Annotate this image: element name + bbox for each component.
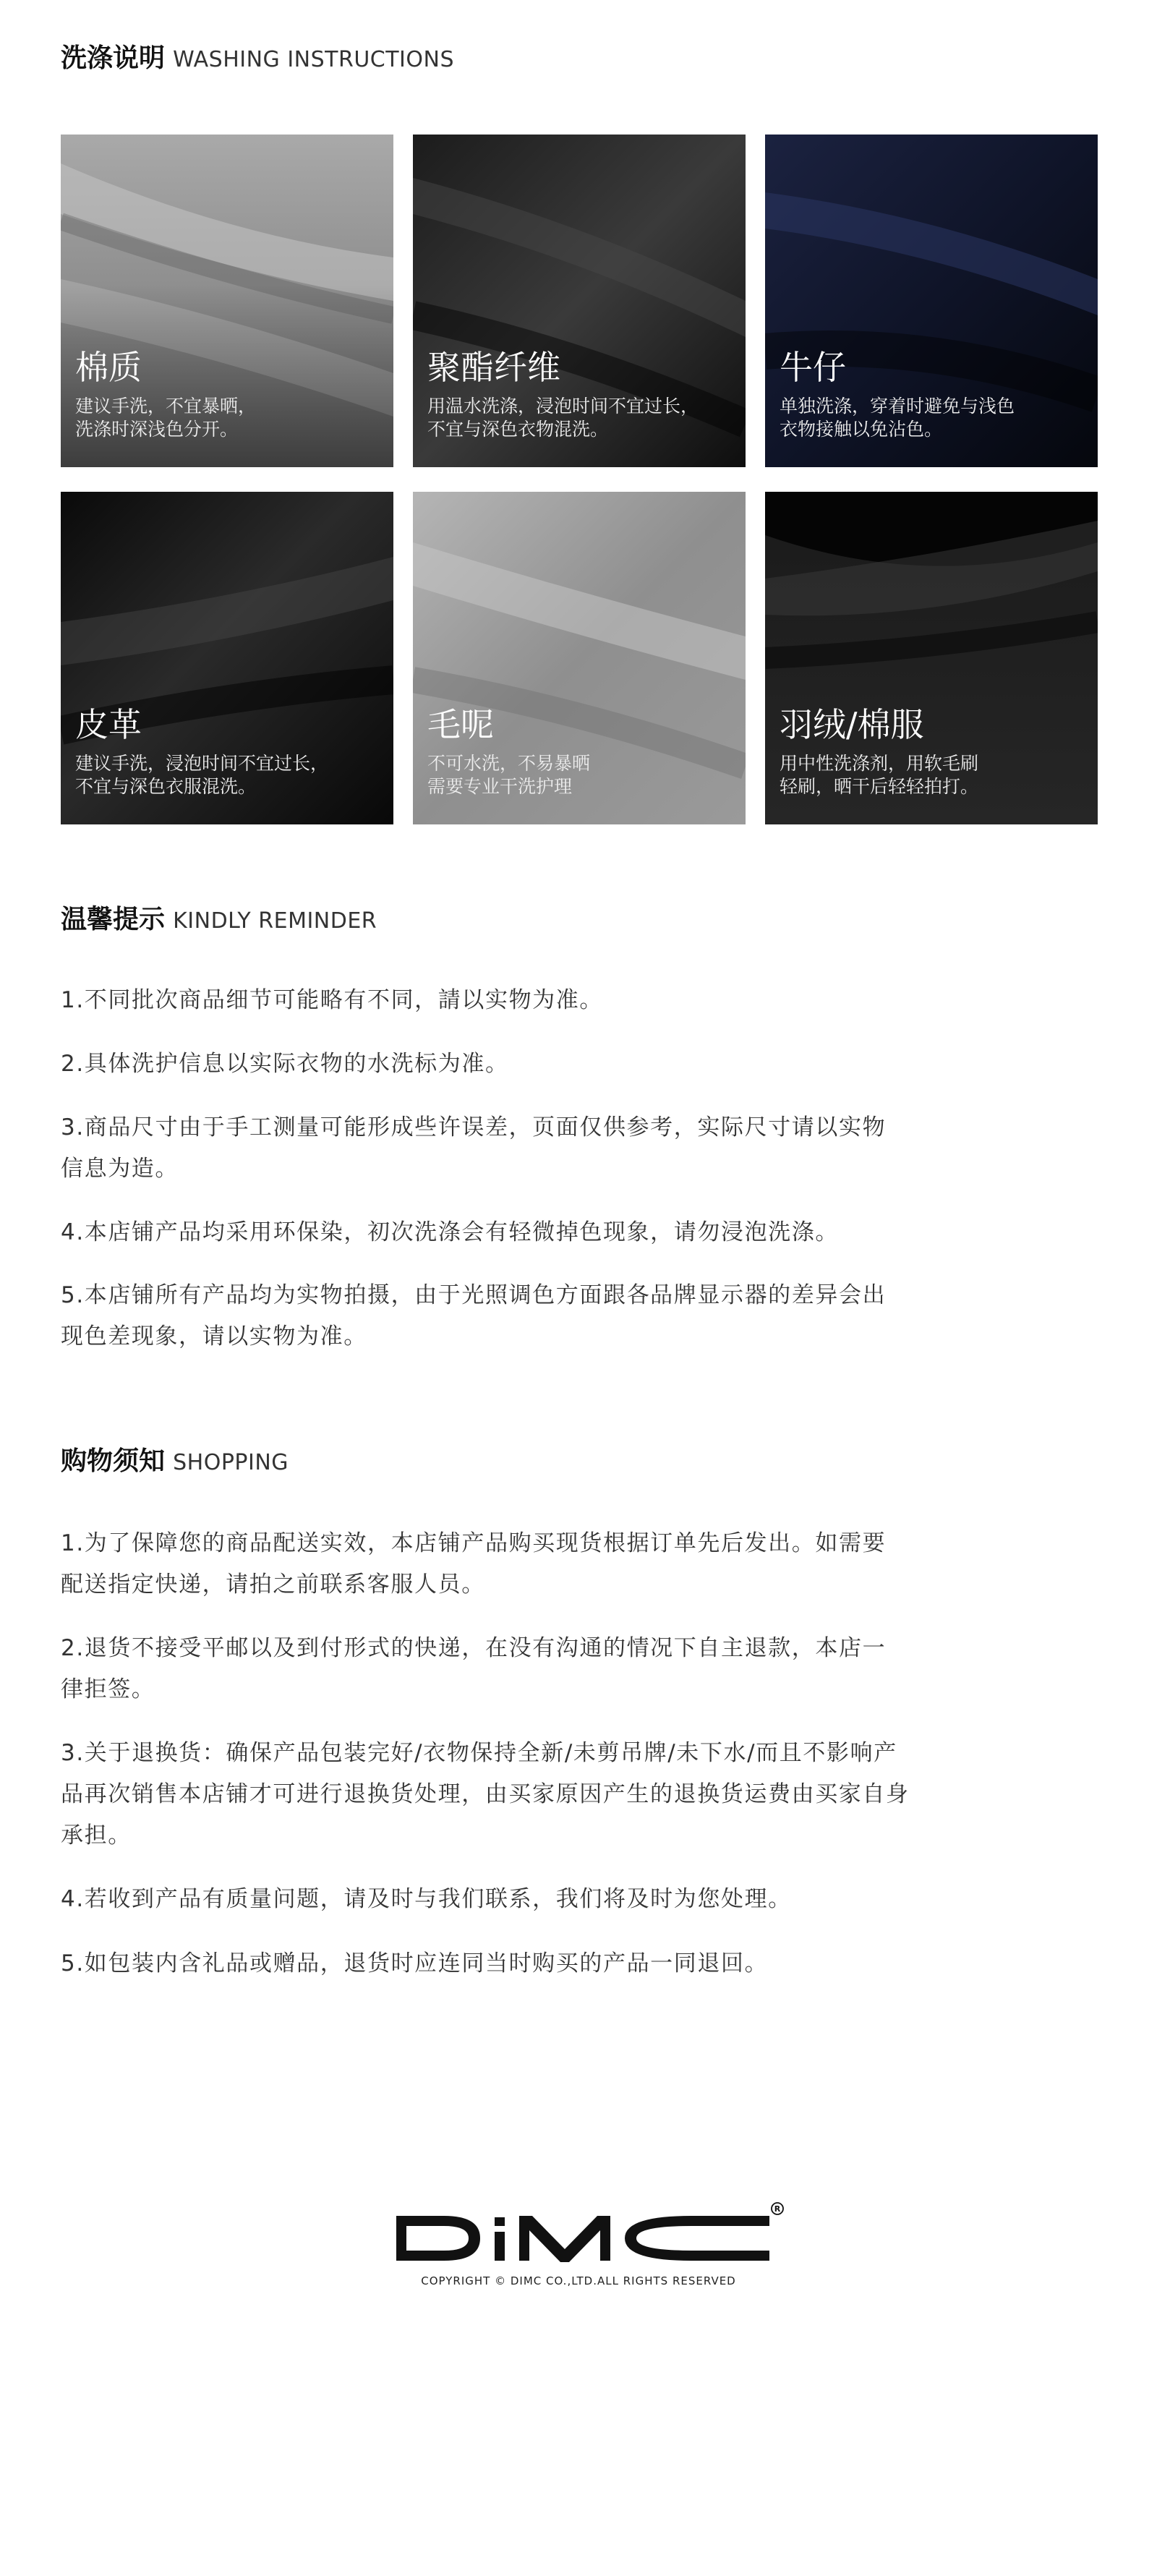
reminder-section-title xyxy=(61,899,377,936)
reminder-item: 1.不同批次商品细节可能略有不同，請以实物为准。 xyxy=(61,987,603,1013)
tile-cotton-name: 棉质 xyxy=(75,348,142,387)
shopping-item: 4.若收到产品有质量问题，请及时与我们联系，我们将及时为您处理。 xyxy=(61,1886,792,1912)
dimc-logo xyxy=(393,2198,785,2271)
tile-polyester-name: 聚酯纤维 xyxy=(427,348,560,387)
svg-text:R: R xyxy=(774,2204,781,2214)
reminder-title-en: KINDLY REMINDER xyxy=(173,908,377,934)
reminder-item: 4.本店铺产品均采用环保染，初次洗涤会有轻微掉色现象，请勿浸泡洗涤。 xyxy=(61,1219,839,1245)
reminder-item: 5.本店铺所有产品均为实物拍摄，由于光照调色方面跟各品牌显示器的差异会出 现色差现象，请以实物为准。 xyxy=(61,1282,887,1349)
tile-polyester-desc: 用温水洗涤，浸泡时间不宜过长， 不宜与深色衣物混洗。 xyxy=(427,396,699,440)
shopping-item: 1.为了保障您的商品配送实效，本店铺产品购买现货根据订单先后发出。如需要 配送指定快递，请拍之前联系客服人员。 xyxy=(61,1530,887,1598)
washing-tile-leather xyxy=(61,492,393,824)
tile-leather-desc: 建议手洗，浸泡时间不宜过长， 不宜与深色衣服混洗。 xyxy=(75,753,329,797)
washing-section-title xyxy=(61,38,454,74)
washing-tile-cotton xyxy=(61,135,393,467)
shopping-item: 3.关于退换货：确保产品包装完好/衣物保持全新/未剪吊牌/未下水/而且不影响产 品再次销售本店铺才可进行退换货处理，由买家原因产生的退换货运费由买家自身 承担。 xyxy=(61,1740,910,1848)
washing-tile-wool xyxy=(413,492,746,824)
washing-tile-polyester xyxy=(413,135,746,467)
shopping-title-zh: 购物须知 xyxy=(61,1446,166,1476)
tile-denim-desc: 单独洗涤，穿着时避免与浅色 衣物接触以免沾色。 xyxy=(780,396,1015,440)
tile-down-desc: 用中性洗涤剂，用软毛刷 轻刷，晒干后轻轻拍打。 xyxy=(780,753,979,797)
reminder-item: 3.商品尺寸由于手工测量可能形成些许误差，页面仅供参考，实际尺寸请以实物 信息为造。 xyxy=(61,1114,887,1182)
washing-title-en: WASHING INSTRUCTIONS xyxy=(173,47,455,72)
reminder-title-zh: 温馨提示 xyxy=(61,905,166,934)
tile-down-name: 羽绒/棉服 xyxy=(780,705,924,744)
shopping-title-en: SHOPPING xyxy=(173,1450,289,1475)
reminder-item: 2.具体洗护信息以实际衣物的水洗标为准。 xyxy=(61,1051,509,1077)
shopping-item: 5.如包装内含礼品或赠品，退货时应连同当时购买的产品一同退回。 xyxy=(61,1950,769,1976)
tile-cotton-desc: 建议手洗，不宜暴晒， 洗涤时深浅色分开。 xyxy=(75,396,257,440)
tile-leather-name: 皮革 xyxy=(75,705,142,744)
shopping-section-title xyxy=(61,1441,289,1477)
washing-title-zh: 洗涤说明 xyxy=(61,43,166,73)
tile-denim-name: 牛仔 xyxy=(780,348,846,387)
washing-tile-denim xyxy=(765,135,1098,467)
tile-wool-desc: 不可水洗，不易暴晒 需要专业干洗护理 xyxy=(427,753,591,797)
copyright-text: COPYRIGHT © DIMC CO.,LTD.ALL RIGHTS RESERVED xyxy=(421,2274,736,2287)
washing-tile-down xyxy=(765,492,1098,824)
tile-wool-name: 毛呢 xyxy=(427,705,494,744)
shopping-item: 2.退货不接受平邮以及到付形式的快递，在没有沟通的情况下自主退款，本店一 律拒签。 xyxy=(61,1635,887,1702)
